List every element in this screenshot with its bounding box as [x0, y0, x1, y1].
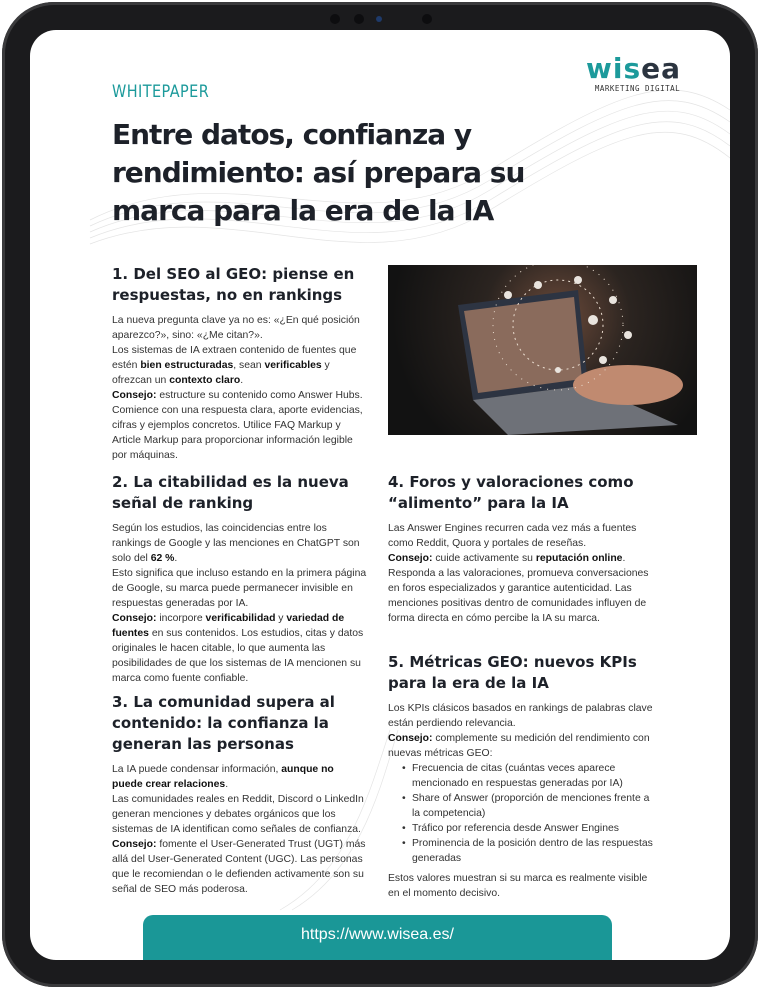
list-item: • Tráfico por referencia desde Answer Engines — [402, 821, 658, 836]
text: Los sistemas de IA extraen contenido de fuentes que estén — [112, 345, 357, 371]
page-title: Entre datos, confianza y rendimiento: así prepara su marca para la era de la IA — [112, 118, 525, 227]
closing-paragraph: Estos valores muestran si su marca es realmente visible en el momento decisivo. — [388, 873, 648, 899]
text: Las comunidades reales en Reddit, Discord o LinkedIn generan menciones y debates orgánicos que los sistemas de IA identifican como señales de confianza. — [112, 794, 364, 835]
section-forums — [388, 472, 658, 626]
website-url-link[interactable]: https://www.wisea.es/ — [143, 915, 612, 960]
text: . — [174, 553, 178, 564]
text: complemente su medición del rendimiento con nuevas métricas GEO: — [388, 733, 650, 759]
text: cuide activamente su — [432, 553, 536, 564]
bold-text: reputación online — [535, 553, 623, 564]
paragraph — [112, 566, 367, 611]
text: estructure su contenido como Answer Hubs. Comience con una respuesta clara, aporte evidencias, cifras y ejemplos concretos. Utilice FAQ Markup y Article Markup para proporcionar información legible por máquinas. — [112, 390, 363, 461]
paragraph — [388, 701, 658, 731]
text: en sus contenidos. Los estudios, citas y datos originales le hacen citable, lo que aumenta las posibilidades de que los sistemas de IA mencionen su marca como fuente confiable. — [112, 628, 364, 684]
paragraph — [388, 551, 658, 626]
text: . — [225, 779, 229, 790]
paragraph — [112, 792, 367, 837]
section-heading: 3. La comunidad supera al contenido: la confianza la generan las personas — [112, 693, 335, 753]
sensor-icon — [422, 14, 432, 24]
bold-text: aunque no puede crear relaciones — [112, 764, 334, 790]
bold-text: 62 % — [150, 553, 175, 564]
bold-text: bien estructuradas — [140, 360, 234, 371]
paragraph — [388, 731, 658, 761]
paragraph — [112, 388, 367, 463]
text: Los KPIs clásicos basados en rankings de palabras clave están perdiendo relevancia. — [388, 703, 653, 729]
bold-text: Consejo: — [388, 553, 433, 564]
paragraph — [112, 762, 367, 792]
text: La nueva pregunta clave ya no es: «¿En qué posición aparezco?», sino: «¿Me citan?». — [112, 315, 360, 341]
text: y ofrezcan un — [112, 360, 330, 386]
list-item: • Frecuencia de citas (cuántas veces aparece mencionado en respuestas generadas por IA) — [402, 761, 658, 791]
section-heading: 1. Del SEO al GEO: piense en respuestas, no en rankings — [112, 265, 355, 304]
laptop-ai-photo — [388, 265, 697, 435]
section-seo-geo — [112, 264, 367, 463]
bold-text: Consejo: — [112, 839, 157, 850]
bold-text: Consejo: — [112, 390, 157, 401]
section-heading: 5. Métricas GEO: nuevos KPIs para la era de la IA — [388, 653, 637, 692]
section-community — [112, 692, 367, 897]
document-type-label: WHITEPAPER — [112, 82, 210, 102]
text: fomente el User-Generated Trust (UGT) más allá del User-Generated Content (UGC). Las personas que le recomiendan o le defienden activamente son su señal de SEO más poderosa. — [112, 839, 366, 895]
section-geo-metrics — [388, 652, 658, 901]
camera-icon — [376, 16, 382, 22]
bold-text: variedad de fuentes — [112, 613, 345, 639]
text: . Responda a las valoraciones, promueva conversaciones en foros especializados y garantice autenticidad. Las menciones positivas dentro de comunidades influyen de forma directa en cómo percibe la IA su marca. — [388, 553, 649, 624]
section-heading: 4. Foros y valoraciones como “alimento” para la IA — [388, 473, 634, 512]
metrics-list — [388, 761, 658, 866]
text: y — [275, 613, 287, 624]
section-heading: 2. La citabilidad es la nueva señal de ranking — [112, 473, 349, 512]
bold-text: contexto claro — [169, 375, 241, 386]
section-citability — [112, 472, 367, 686]
text: incorpore — [156, 613, 206, 624]
document-page — [30, 30, 730, 960]
paragraph — [112, 343, 367, 388]
paragraph — [112, 611, 367, 686]
logo-subtitle: MARKETING DIGITAL — [594, 84, 681, 93]
paragraph — [388, 521, 658, 551]
text: Esto significa que incluso estando en la primera página de Google, su marca puede permanecer invisible en respuestas generadas por IA. — [112, 568, 367, 609]
text: , sean — [233, 360, 265, 371]
bold-text: Consejo: — [388, 733, 433, 744]
paragraph — [112, 313, 367, 343]
bold-text: verificabilidad — [205, 613, 276, 624]
text: . — [240, 375, 244, 386]
paragraph — [112, 837, 367, 897]
sensor-icon — [354, 14, 364, 24]
text: Según los estudios, las coincidencias entre los rankings de Google y las menciones en ChatGPT son solo del — [112, 523, 360, 564]
bold-text: Consejo: — [112, 613, 157, 624]
list-item: • Prominencia de la posición dentro de las respuestas generadas — [402, 836, 658, 866]
paragraph — [112, 521, 367, 566]
wisea-logo: wisea MARKETING DIGITAL — [586, 52, 682, 93]
text: Las Answer Engines recurren cada vez más a fuentes como Reddit, Quora y portales de reseñas. — [388, 523, 637, 549]
text: La IA puede condensar información, — [112, 764, 282, 775]
bold-text: verificables — [264, 360, 322, 371]
sensor-icon — [330, 14, 340, 24]
list-item: • Share of Answer (proporción de menciones frente a la competencia) — [402, 791, 658, 821]
